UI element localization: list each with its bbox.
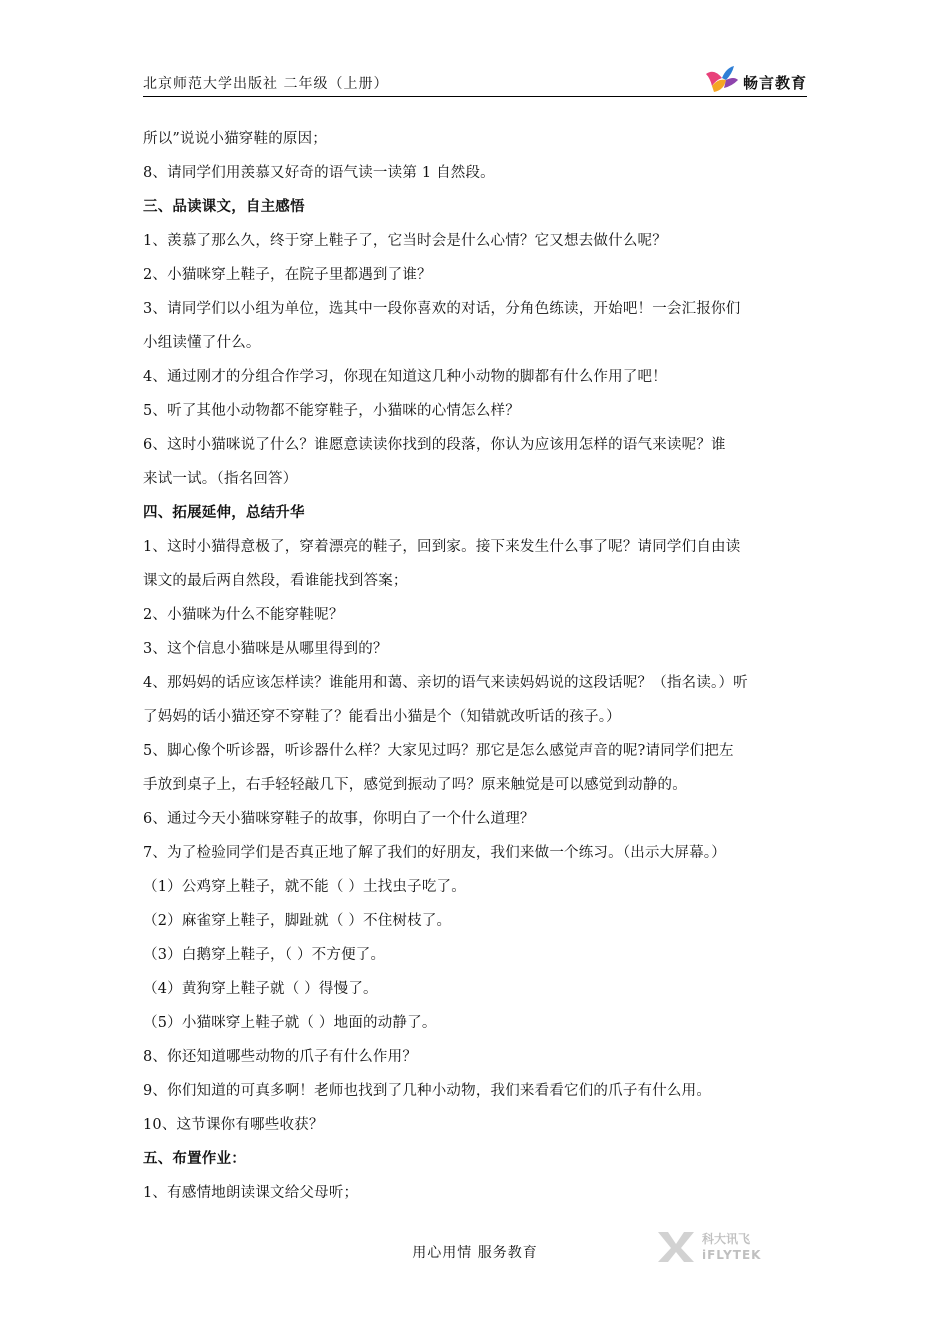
text-line: （1）公鸡穿上鞋子，就不能（ ）土找虫子吃了。 [143, 879, 466, 895]
text-line: 所以”说说小猫穿鞋的原因； [143, 131, 328, 147]
lesson-content [143, 122, 807, 1210]
text-line: （5）小猫咪穿上鞋子就（ ）地面的动静了。 [143, 1015, 437, 1031]
text-line: 了妈妈的话小猫还穿不穿鞋了？能看出小猫是个（知错就改听话的孩子。） [143, 709, 621, 725]
text-line: 4、通过刚才的分组合作学习，你现在知道这几种小动物的脚都有什么作用了吧！ [143, 369, 667, 385]
page-footer [0, 1242, 950, 1262]
text-line: 课文的最后两自然段，看谁能找到答案； [143, 573, 408, 589]
text-line: 8、你还知道哪些动物的爪子有什么作用？ [143, 1049, 418, 1065]
text-line: 2、小猫咪为什么不能穿鞋呢？ [143, 607, 344, 623]
changyan-logo [704, 64, 807, 94]
iflytek-cn: 科大讯飞 [702, 1232, 751, 1246]
text-line: 4、那妈妈的话应该怎样读？谁能用和蔼、亲切的语气来读妈妈说的这段话呢？（指名读。）听 [143, 675, 748, 691]
text-line: （3）白鹅穿上鞋子，（ ）不方便了。 [143, 947, 386, 963]
page-header [143, 70, 807, 97]
iflytek-en: iFLYTEK [702, 1248, 762, 1262]
text-line: 5、脚心像个听诊器，听诊器什么样？大家见过吗？那它是怎么感觉声音的呢?请同学们把左 [143, 743, 734, 759]
text-line: （4）黄狗穿上鞋子就（ ）得慢了。 [143, 981, 378, 997]
text-line: 10、这节课你有哪些收获？ [143, 1117, 324, 1133]
text-line: （2）麻雀穿上鞋子，脚趾就（ ）不住树枝了。 [143, 913, 452, 929]
text-line: 5、听了其他小动物都不能穿鞋子，小猫咪的心情怎么样？ [143, 403, 520, 419]
text-line: 来试一试。（指名回答） [143, 471, 298, 487]
section-heading: 三、品读课文，自主感悟 [143, 198, 305, 215]
text-line: 手放到桌子上，右手轻轻敲几下，感觉到振动了吗？原来触觉是可以感觉到动静的。 [143, 777, 687, 793]
text-line: 小组读懂了什么。 [143, 335, 261, 351]
text-line: 2、小猫咪穿上鞋子，在院子里都遇到了谁？ [143, 267, 432, 283]
text-line: 1、羡慕了那么久，终于穿上鞋子了，它当时会是什么心情？它又想去做什么呢？ [143, 233, 667, 249]
bird-logo-icon [704, 64, 740, 94]
text-line: 7、为了检验同学们是否真正地了解了我们的好朋友，我们来做一个练习。（出示大屏幕。） [143, 845, 726, 861]
publisher-label: 北京师范大学出版社 二年级（上册） [143, 76, 389, 92]
footer-slogan: 用心用情 服务教育 [412, 1245, 538, 1261]
text-line: 6、通过今天小猫咪穿鞋子的故事，你明白了一个什么道理？ [143, 811, 535, 827]
section-heading: 四、拓展延伸，总结升华 [143, 504, 305, 521]
text-line: 1、有感情地朗读课文给父母听； [143, 1185, 359, 1201]
text-line: 9、你们知道的可真多啊！老师也找到了几种小动物，我们来看看它们的爪子有什么用。 [143, 1083, 712, 1099]
section-heading: 五、布置作业： [143, 1150, 246, 1167]
text-line: 8、请同学们用羡慕又好奇的语气读一读第 1 自然段。 [143, 165, 495, 181]
brand-name: 畅言教育 [742, 74, 807, 92]
text-line: 6、这时小猫咪说了什么？谁愿意读读你找到的段落，你认为应该用怎样的语气来读呢？谁 [143, 437, 726, 453]
text-line: 3、请同学们以小组为单位，选其中一段你喜欢的对话，分角色练读，开始吧！一会汇报你们 [143, 301, 741, 317]
text-line: 3、这个信息小猫咪是从哪里得到的？ [143, 641, 388, 657]
text-line: 1、这时小猫得意极了，穿着漂亮的鞋子，回到家。接下来发生什么事了呢？请同学们自由读 [143, 539, 741, 555]
